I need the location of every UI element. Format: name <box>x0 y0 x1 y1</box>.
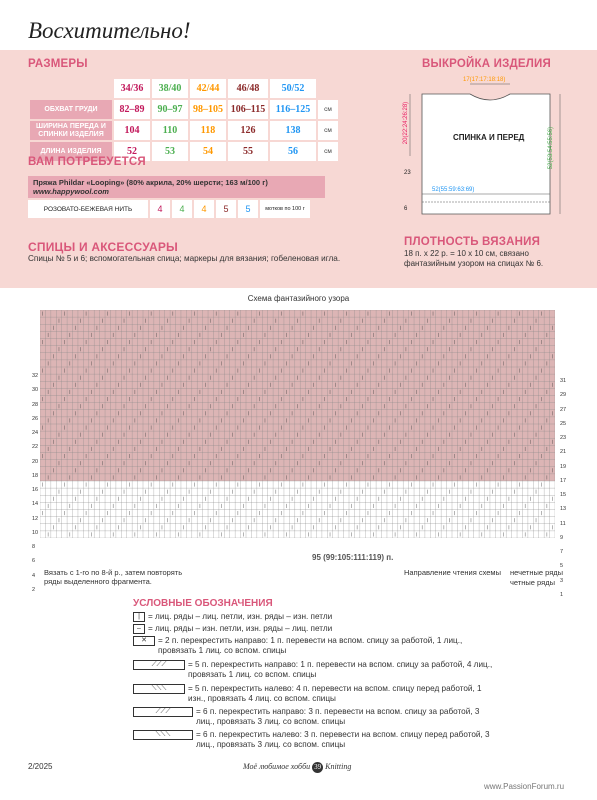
row-number: 10 <box>32 529 39 536</box>
legend-text: = 6 п. перекрестить налево: 3 п. перевести на вспом. спицу перед работой, 3 лиц., провязать 3 лиц. со вспом. спицы <box>196 730 490 749</box>
piece-label: СПИНКА И ПЕРЕД <box>453 133 525 142</box>
magazine-name <box>243 762 351 773</box>
row-number: 26 <box>32 415 39 422</box>
row-number: 29 <box>560 392 567 399</box>
cell: 118 <box>190 121 226 140</box>
gauge-text: 18 п. х 22 р. = 10 х 10 см, связано фантазийным узором на спицах № 6. <box>404 249 544 268</box>
size-label: 46/48 <box>228 79 268 98</box>
needles-text: Спицы № 5 и 6; вспомогательная спица; маркеры для вязания; гобеленовая игла. <box>28 254 341 263</box>
watermark: www.PassionForum.ru <box>484 782 565 791</box>
row-number: 21 <box>560 449 567 456</box>
row-number: 14 <box>32 501 39 508</box>
row-number: 27 <box>560 406 567 413</box>
color-name: РОЗОВАТО-БЕЖЕВАЯ НИТЬ <box>28 200 148 218</box>
row-number: 11 <box>560 520 566 527</box>
length-measure: 52(53:54:55:56) <box>548 126 555 170</box>
row-number: 3 <box>560 577 564 584</box>
pattern-chart <box>40 310 555 538</box>
row-number: 30 <box>32 387 39 394</box>
legend-item: ✕ = 2 п. перекрестить направо: 1 п. перевести на вспом. спицу за работой, 1 лиц., провязать 1 лиц. со вспом. спицы <box>133 636 493 656</box>
row-number: 8 <box>32 544 36 550</box>
skein-count: 5 <box>216 200 236 218</box>
row-number: 6 <box>32 558 36 565</box>
cell: 54 <box>190 142 226 161</box>
row-number: 2 <box>32 586 36 593</box>
unit: см <box>318 121 338 140</box>
stitch-count: 95 (99:105:111:119) п. <box>312 553 394 562</box>
materials-heading: ВАМ ПОТРЕБУЕТСЯ <box>28 156 146 168</box>
legend-text: = 5 п. перекрестить направо: 1 п. перевести на вспом. спицу за работой, 4 лиц., провязать 1 лиц. со вспом. спицы <box>188 660 493 679</box>
row-number: 20 <box>32 458 39 465</box>
row-label: ДЛИНА ИЗДЕЛИЯ <box>30 142 112 161</box>
armhole-measure: 20(22:24:26:28) <box>403 101 410 145</box>
legend-text: = 2 п. перекрестить направо: 1 п. перевести на вспом. спицу за работой, 1 лиц., провязать 1 лиц. со вспом. спицы <box>158 636 463 655</box>
row-number: 25 <box>560 420 567 427</box>
row-number: 24 <box>32 430 39 436</box>
yarn-url: www.happywool.com <box>33 187 109 196</box>
yarn-description <box>28 176 325 198</box>
skein-count: 4 <box>194 200 214 218</box>
row-number: 1 <box>560 591 564 598</box>
yarn-name: Пряжа Phildar «Looping» (80% акрила, 20% шерсти; 163 м/100 г) <box>33 178 268 187</box>
cell: 138 <box>270 121 316 140</box>
cell: 82–89 <box>114 100 150 119</box>
legend-heading: УСЛОВНЫЕ ОБОЗНАЧЕНИЯ <box>133 598 273 609</box>
legend-item: ⟍⟍⟍ = 6 п. перекрестить налево: 3 п. перевести на вспом. спицу перед работой, 3 лиц., провязать 3 лиц. со вспом. спицы <box>133 730 493 750</box>
skein-count: 4 <box>150 200 170 218</box>
size-label: 38/40 <box>152 79 188 98</box>
legend-text: = 6 п. перекрестить направо: 3 п. перевести на вспом. спицу за работой, 3 лиц., провязать 3 лиц. со вспом. спицы <box>196 707 480 726</box>
size-label: 42/44 <box>190 79 226 98</box>
width-measure: 52(55:59:63:69) <box>432 187 475 193</box>
cell: 106–115 <box>228 100 268 119</box>
row-number: 7 <box>560 549 564 555</box>
legend-text: = лиц. ряды – лиц. петли, изн. ряды – изн. петли <box>148 612 333 621</box>
legend-item: | = лиц. ряды – лиц. петли, изн. ряды – изн. петли <box>133 612 332 622</box>
row-number: 17 <box>560 477 567 484</box>
size-label: 50/52 <box>270 79 316 98</box>
row-number: 28 <box>32 401 39 408</box>
garment-schematic <box>400 74 570 224</box>
chart-note: Вязать с 1-го по 8-й р., затем повторять ряды выделенного фрагмента. <box>44 568 183 586</box>
unit: см <box>318 142 338 161</box>
cell: 126 <box>228 121 268 140</box>
row-number: 16 <box>32 487 39 493</box>
row-number: 19 <box>560 463 567 470</box>
legend-text: = лиц. ряды – изн. петли, изн. ряды – лиц. петли <box>148 624 333 633</box>
cell: 104 <box>114 121 150 140</box>
issue-number: 2/2025 <box>28 762 53 771</box>
sizes-table <box>28 77 340 163</box>
row-number: 5 <box>560 563 564 570</box>
legend-item: ⟍⟍⟍ = 5 п. перекрестить налево: 4 п. перевести на вспом. спицу перед работой, 1 изн., провязать 4 лиц. со вспом. спицы <box>133 684 493 704</box>
legend-item: – = лиц. ряды – изн. петли, изн. ряды – лиц. петли <box>133 624 332 634</box>
row-number: 18 <box>32 472 39 479</box>
row-label: ШИРИНА ПЕРЕДА И СПИНКИ ИЗДЕЛИЯ <box>30 121 112 140</box>
needles-heading: СПИЦЫ И АКСЕССУАРЫ <box>28 240 178 254</box>
neck-measure: 17(17:17:18:18) <box>463 77 506 83</box>
rib-measure: 6 <box>404 206 408 212</box>
page-title: Восхитительно! <box>28 18 191 43</box>
reading-direction: Направление чтения схемы <box>404 568 501 577</box>
skein-unit: мотков по 100 г <box>260 200 310 218</box>
skein-count: 5 <box>238 200 258 218</box>
pattern-shape-heading: ВЫКРОЙКА ИЗДЕЛИЯ <box>422 58 551 70</box>
row-label: ОБХВАТ ГРУДИ <box>30 100 112 119</box>
even-rows: четные ряды <box>510 578 555 587</box>
cell: 56 <box>270 142 316 161</box>
row-number: 22 <box>32 444 39 451</box>
brand-name: Knitting <box>325 762 352 771</box>
side-measure: 23 <box>404 170 411 176</box>
magazine-title: Моё любимое хобби <box>243 762 311 771</box>
row-number: 23 <box>560 435 567 441</box>
row-number: 13 <box>560 506 567 513</box>
row-number: 31 <box>560 378 567 384</box>
size-label: 34/36 <box>114 79 150 98</box>
sizes-heading: РАЗМЕРЫ <box>28 58 88 70</box>
cell: 90–97 <box>152 100 188 119</box>
odd-rows: нечетные ряды <box>510 568 564 577</box>
cell: 55 <box>228 142 268 161</box>
gauge-heading: ПЛОТНОСТЬ ВЯЗАНИЯ <box>404 236 541 248</box>
legend-item: ⟋⟋⟋ = 5 п. перекрестить направо: 1 п. перевести на вспом. спицу за работой, 4 лиц., провязать 1 лиц. со вспом. спицы <box>133 660 493 680</box>
row-number: 4 <box>32 572 36 579</box>
cell: 98–105 <box>190 100 226 119</box>
page-number: 39 <box>314 763 322 771</box>
row-number: 32 <box>32 373 39 379</box>
unit: см <box>318 100 338 119</box>
cell: 52 <box>114 142 150 161</box>
yarn-amounts <box>28 200 310 218</box>
cell: 116–125 <box>270 100 316 119</box>
cell: 110 <box>152 121 188 140</box>
row-number: 9 <box>560 534 564 541</box>
chart-title: Схема фантазийного узора <box>247 294 350 303</box>
legend-item: ⟋⟋⟋ = 6 п. перекрестить направо: 3 п. перевести на вспом. спицу за работой, 3 лиц., провязать 3 лиц. со вспом. спицы <box>133 707 493 727</box>
cell: 53 <box>152 142 188 161</box>
skein-count: 4 <box>172 200 192 218</box>
row-number: 15 <box>560 492 567 498</box>
legend-text: = 5 п. перекрестить налево: 4 п. перевести на вспом. спицу перед работой, 1 изн., провязать 4 лиц. со вспом. спицы <box>188 684 482 703</box>
row-number: 12 <box>32 515 39 522</box>
